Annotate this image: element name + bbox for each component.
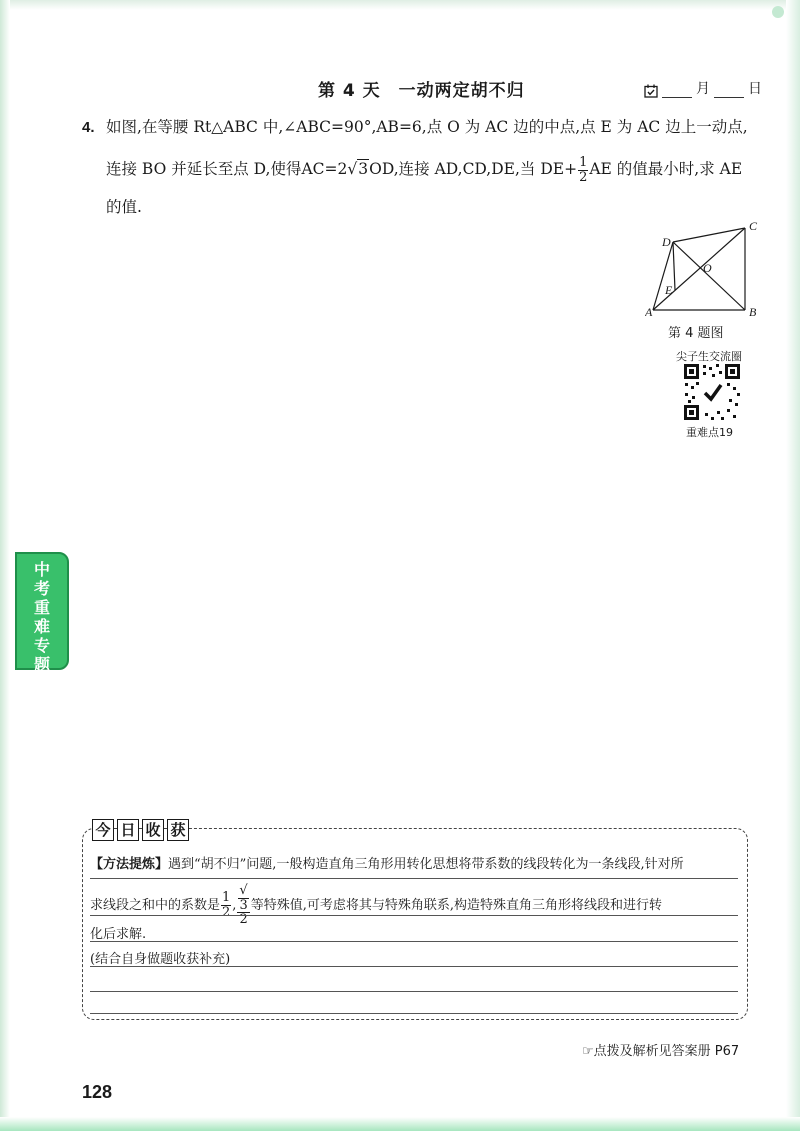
title-day: 第 4 天: [318, 81, 381, 101]
segment-CD: [673, 228, 745, 242]
question-line-2c: AE 的值最小时,求 AE: [589, 160, 743, 179]
page-edge-left: [0, 0, 10, 1131]
fraction-denominator: 2: [579, 169, 588, 185]
qr-label: 重难点19: [686, 426, 733, 439]
month-label: 月: [696, 81, 710, 97]
question-line-2b: OD,连接 AD,CD,DE,当 DE+: [369, 160, 578, 179]
summary-line-1-text: 遇到“胡不归”问题,一般构造直角三角形用转化思想将带系数的线段转化为一条线段,针对所: [168, 857, 684, 872]
date-field: [644, 78, 762, 98]
segment-DE: [673, 242, 675, 290]
writing-rule[interactable]: [90, 1013, 738, 1014]
summary-line-2: [90, 884, 750, 927]
question-line-2: [106, 156, 742, 184]
summary-line-2a: 求线段之和中的系数是: [90, 897, 221, 913]
label-C: C: [749, 219, 758, 233]
segment-BD: [673, 242, 745, 310]
geometry-figure: [645, 218, 765, 320]
segment-AD: [653, 242, 673, 310]
side-tab: [15, 552, 69, 674]
writing-rule[interactable]: [90, 991, 738, 992]
summary-title-char: 日: [117, 819, 139, 841]
month-blank[interactable]: [662, 83, 692, 98]
figure-caption: 第 4 题图: [668, 326, 724, 341]
label-D: D: [662, 235, 671, 249]
summary-line-4: (结合自身做题收获补充): [90, 952, 231, 967]
writing-rule: [90, 878, 738, 879]
sqrt-radicand: 3: [358, 160, 369, 179]
day-label: 日: [748, 81, 762, 97]
page-number: 128: [82, 1082, 113, 1102]
question-line-1: 如图,在等腰 Rt△ABC 中,∠ABC=90°,AB=6,点 O 为 AC 边的中点,点 E 为 AC 边上一动点,: [106, 118, 748, 136]
summary-line-2b: 等特殊值,可考虑将其与特殊角联系,构造特殊直角三角形将线段和进行转: [250, 897, 662, 913]
fraction-sqrt3-over-2: [237, 884, 249, 927]
writing-rule[interactable]: [90, 966, 738, 967]
qr-code-icon[interactable]: [683, 363, 741, 421]
method-tag: 【方法提炼】: [90, 857, 169, 872]
page-title: [318, 76, 525, 101]
writing-rule: [90, 915, 738, 916]
fraction-half: [578, 156, 588, 184]
label-E: E: [665, 283, 673, 297]
label-B: B: [749, 305, 757, 319]
writing-rule: [90, 941, 738, 942]
sqrt-radicand: 3: [239, 897, 248, 913]
label-A: A: [645, 305, 653, 319]
title-topic: 一动两定胡不归: [398, 81, 525, 101]
corner-mark: [772, 6, 784, 18]
summary-title: [92, 819, 189, 841]
fraction-numerator: 1: [222, 890, 231, 906]
side-tab-text: 中考重难专题: [33, 560, 50, 674]
question-line-2a: 连接 BO 并延长至点 D,使得AC=2: [106, 160, 348, 179]
summary-title-char: 今: [92, 819, 114, 841]
summary-title-char: 收: [142, 819, 164, 841]
calendar-check-icon: [644, 84, 658, 98]
fraction-denominator: 2: [222, 904, 231, 920]
page-edge-bottom: [0, 1117, 800, 1131]
day-blank[interactable]: [714, 83, 744, 98]
summary-separator: ,: [232, 897, 237, 913]
page-edge-top: [0, 0, 800, 10]
qr-title: 尖子生交流圈: [676, 350, 742, 363]
summary-title-char: 获: [167, 819, 189, 841]
sqrt-symbol: √: [347, 160, 358, 179]
fraction-numerator: 1: [579, 155, 588, 170]
sqrt-symbol: √: [239, 883, 248, 898]
summary-line-3: 化后求解.: [90, 927, 147, 942]
answer-reference: ☞点拨及解析见答案册 P67: [582, 1044, 740, 1059]
question-number: 4.: [82, 119, 95, 136]
label-O: O: [703, 261, 712, 275]
fraction-numerator: [237, 884, 249, 913]
summary-line-1: [90, 853, 750, 872]
page-edge-right: [786, 0, 800, 1131]
question-line-3: 的值.: [106, 198, 142, 216]
fraction-denominator: 2: [239, 912, 248, 928]
